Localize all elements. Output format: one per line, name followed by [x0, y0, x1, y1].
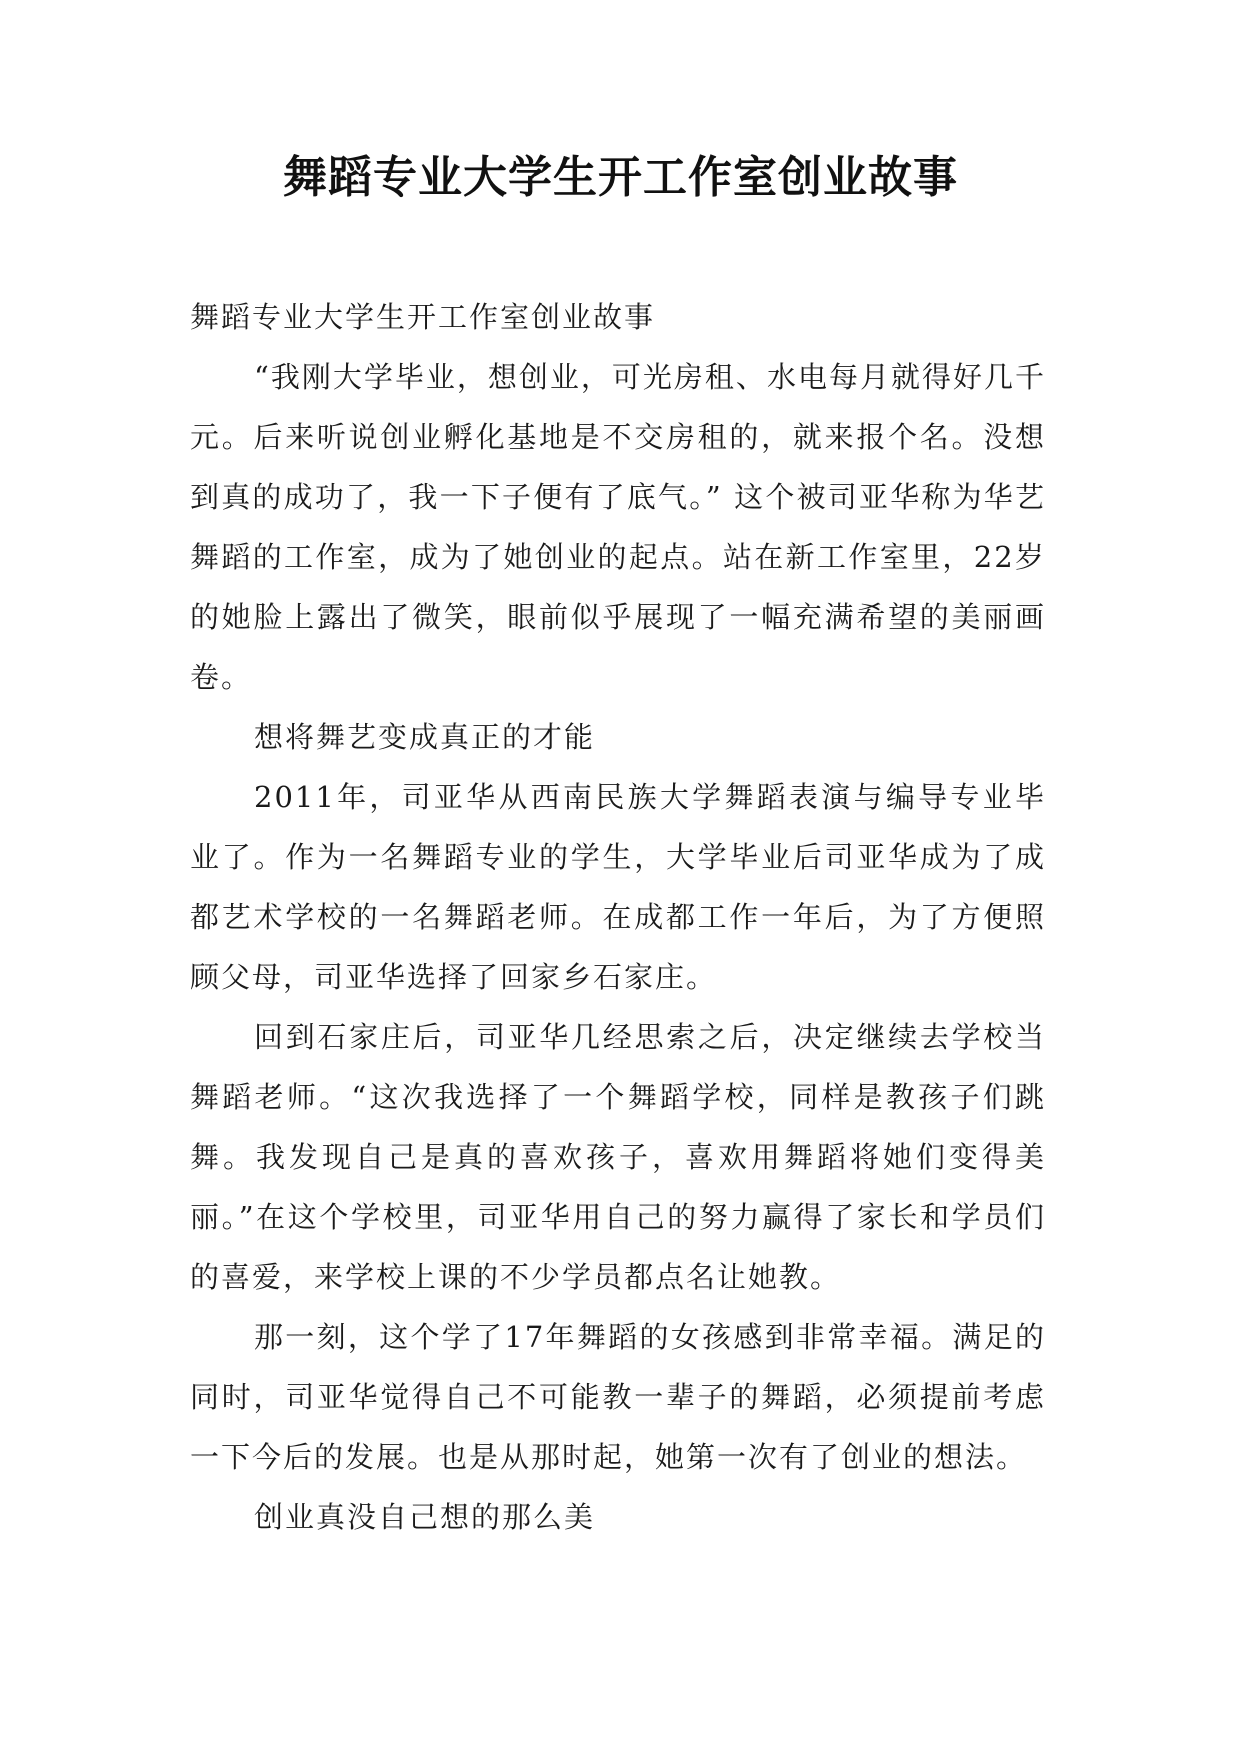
document-body: [190, 287, 1046, 1547]
paragraph: 2011年，司亚华从西南民族大学舞蹈表演与编导专业毕业了。作为一名舞蹈专业的学生，大学毕业后司亚华成为了成都艺术学校的一名舞蹈老师。在成都工作一年后，为了方便照顾父母，司亚华选择了回家乡石家庄。: [190, 780, 1046, 994]
paragraph: 那一刻，这个学了17年舞蹈的女孩感到非常幸福。满足的同时，司亚华觉得自己不可能教一辈子的舞蹈，必须提前考虑一下今后的发展。也是从那时起，她第一次有了创业的想法。: [190, 1320, 1046, 1474]
section-subheading: 想将舞艺变成真正的才能: [254, 720, 596, 754]
paragraph: “我刚大学毕业，想创业，可光房租、水电每月就得好几千元。后来听说创业孵化基地是不交房租的，就来报个名。没想到真的成功了，我一下子便有了底气。” 这个被司亚华称为华艺舞蹈的工作室，成为了她创业的起点。站在新工作室里，22岁的她脸上露出了微笑，眼前似乎展现了一幅充满希望的美丽画卷。: [190, 360, 1046, 694]
section-subheading: 创业真没自己想的那么美: [254, 1500, 596, 1534]
body-heading: 舞蹈专业大学生开工作室创业故事: [190, 300, 656, 334]
document-title: 舞蹈专业大学生开工作室创业故事: [283, 152, 958, 203]
paragraph: 回到石家庄后，司亚华几经思索之后，决定继续去学校当舞蹈老师。“这次我选择了一个舞蹈学校，同样是教孩子们跳舞。我发现自己是真的喜欢孩子，喜欢用舞蹈将她们变得美丽。”在这个学校里，司亚华用自己的努力赢得了家长和学员们的喜爱，来学校上课的不少学员都点名让她教。: [190, 1020, 1046, 1294]
